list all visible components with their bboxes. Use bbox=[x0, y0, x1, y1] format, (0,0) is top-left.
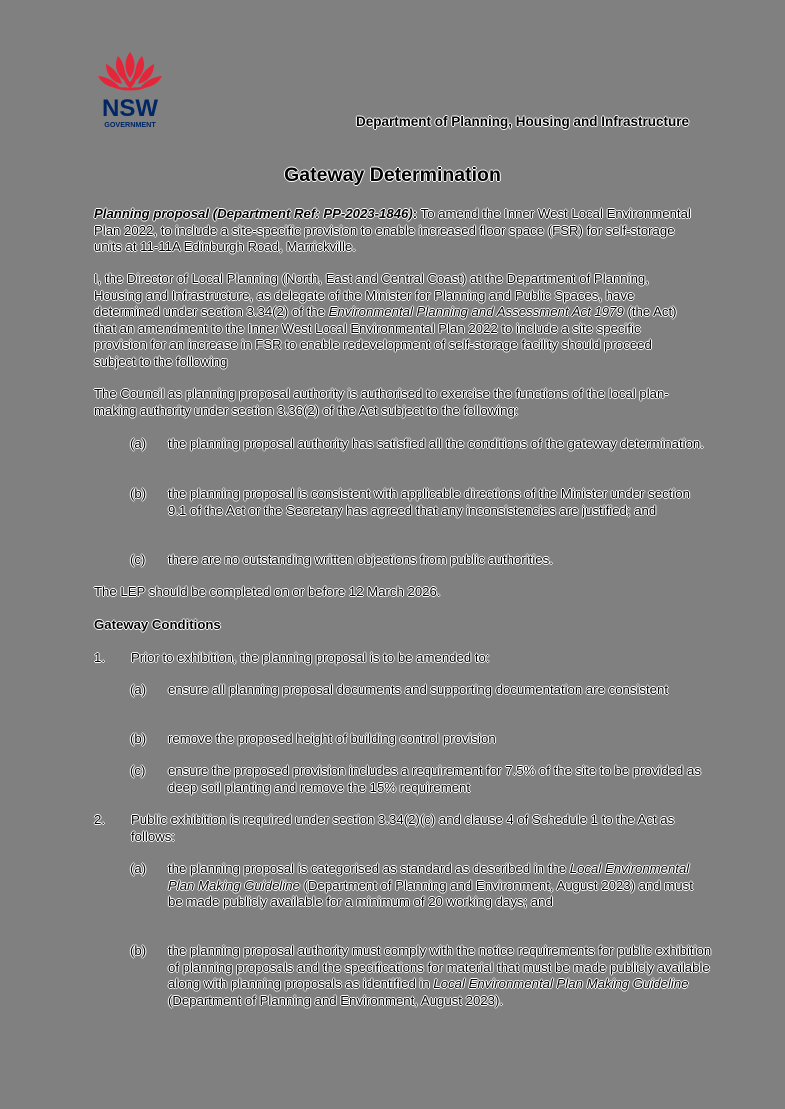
svg-text:NSW: NSW bbox=[102, 95, 158, 122]
svg-text:GOVERNMENT: GOVERNMENT bbox=[104, 120, 156, 129]
planning-proposal-intro: Planning proposal (Department Ref: PP-2023-1846): To amend the Inner West Local Environmental Plan 2022, to include a site-specific provision to enable increased floor space (FSR) for self-storage units at 11-11A Edinburgh Road, Marrickville. bbox=[94, 206, 691, 255]
nsw-government-logo bbox=[94, 50, 166, 130]
gateway-conditions-heading: Gateway Conditions bbox=[94, 617, 221, 632]
act-title: Environmental Planning and Assessment Act 1979 bbox=[328, 304, 624, 320]
planning-proposal-ref: Planning proposal (Department Ref: PP-2023-1846) bbox=[94, 206, 413, 221]
document-title: Gateway Determination bbox=[284, 164, 501, 186]
waratah-icon bbox=[94, 50, 166, 130]
delegate-statement: I, the Director of Local Planning (North, East and Central Coast) at the Department of Planning, Housing and Infrastructure, as delegate of the Minister for Planning and Public Spaces, have determined under section 3.34(2) of the Environmental Planning and Assessment Act 1979 (the Act) that an amendment to the Inner West Local Environmental Plan 2022 to include a site specific provision for an increase in FSR to enable redevelopment of self-storage facility should proceed subject to the following bbox=[94, 271, 677, 369]
guideline-title: Local Environmental Plan Making Guideline bbox=[168, 861, 690, 893]
guideline-title: Local Environmental Plan Making Guideline bbox=[433, 976, 689, 992]
completion-date-statement: The LEP should be completed on or before 12 March 2026. bbox=[94, 584, 441, 599]
department-name: Department of Planning, Housing and Infrastructure bbox=[355, 114, 689, 129]
authorisation-statement: The Council as planning proposal authority is authorised to exercise the functions of the local plan-making authority under section 3.36(2) of the Act subject to the following: bbox=[94, 386, 669, 418]
